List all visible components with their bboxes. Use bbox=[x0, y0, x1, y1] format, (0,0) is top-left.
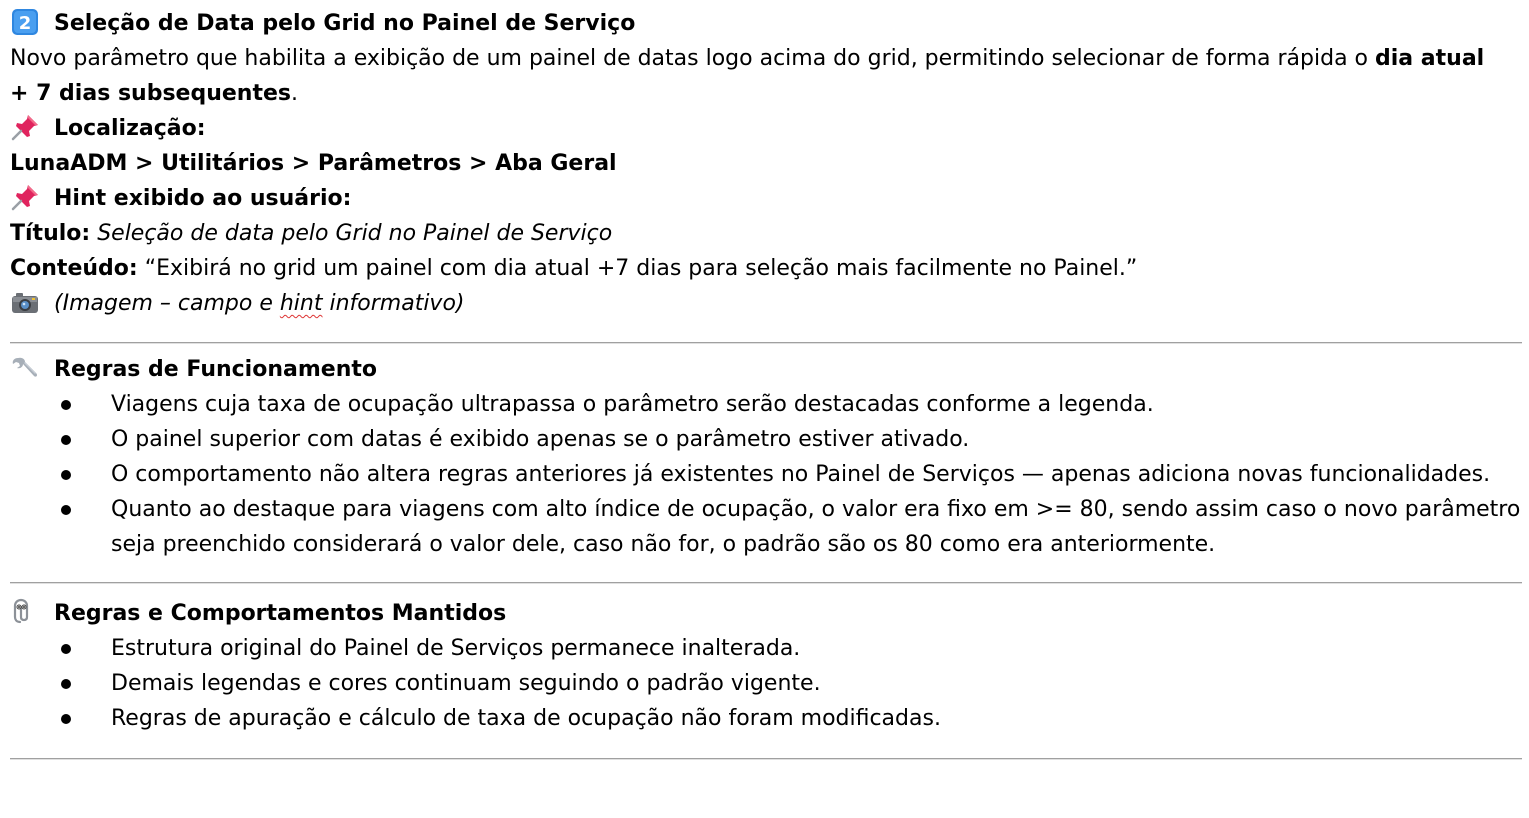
list-item bbox=[10, 631, 1522, 666]
pushpin-icon bbox=[10, 183, 40, 211]
intro-line-2 bbox=[10, 76, 1522, 111]
list-item bbox=[10, 457, 1522, 492]
section-2-heading bbox=[10, 352, 1522, 387]
bullet-icon bbox=[61, 435, 71, 445]
image-note-suffix: informativo) bbox=[322, 291, 465, 316]
section-2-title: Regras de Funcionamento bbox=[54, 357, 377, 382]
list-item-text: O painel superior com datas é exibido apenas se o parâmetro estiver ativado. bbox=[111, 427, 970, 452]
section-3-title: Regras e Comportamentos Mantidos bbox=[54, 601, 507, 626]
bullet-icon bbox=[61, 714, 71, 724]
titulo-label: Título: bbox=[10, 221, 91, 246]
conteudo-label: Conteúdo: bbox=[10, 256, 138, 281]
intro-line-1 bbox=[10, 41, 1522, 76]
list-item-text: Viagens cuja taxa de ocupação ultrapassa o parâmetro serão destacadas conforme a legenda. bbox=[111, 392, 1154, 417]
section-3-heading bbox=[10, 596, 1522, 631]
location-label: Localização: bbox=[54, 116, 206, 141]
list-item bbox=[10, 387, 1522, 422]
divider-3 bbox=[10, 758, 1522, 760]
bullet-icon bbox=[61, 400, 71, 410]
list-item-text: Demais legendas e cores continuam seguindo o padrão vigente. bbox=[111, 671, 821, 696]
intro-bold-current-day: dia atual bbox=[1375, 46, 1485, 71]
document bbox=[10, 6, 1522, 760]
titulo-value: Seleção de data pelo Grid no Painel de Serviço bbox=[97, 221, 613, 246]
image-note-prefix: (Imagem – campo e bbox=[54, 291, 280, 316]
bullet-icon bbox=[61, 679, 71, 689]
wrench-icon bbox=[10, 354, 40, 382]
svg-text:2: 2 bbox=[18, 12, 32, 34]
conteudo-line bbox=[10, 251, 1522, 286]
pushpin-icon bbox=[10, 113, 40, 141]
list-item-text: Regras de apuração e cálculo de taxa de ocupação não foram modificadas. bbox=[111, 706, 941, 731]
image-note-line bbox=[10, 286, 1522, 321]
camera-icon bbox=[10, 288, 40, 316]
list-item-text: Estrutura original do Painel de Serviços permanece inalterada. bbox=[111, 636, 801, 661]
image-note-hint-word: hint bbox=[279, 291, 323, 316]
list-item bbox=[10, 492, 1522, 562]
section-1-title: Seleção de Data pelo Grid no Painel de Serviço bbox=[54, 11, 636, 36]
list-item-text: O comportamento não altera regras anteriores já existentes no Painel de Serviços — apenas adiciona novas funcionalidades. bbox=[111, 462, 1491, 487]
intro-end: . bbox=[291, 81, 298, 106]
bullet-icon bbox=[61, 470, 71, 480]
image-note-text bbox=[54, 286, 465, 321]
list-item bbox=[10, 422, 1522, 457]
section-1-heading bbox=[10, 6, 1522, 41]
list-item bbox=[10, 666, 1522, 701]
keycap-two-icon bbox=[10, 8, 40, 36]
bullet-icon bbox=[61, 644, 71, 654]
conteudo-value: “Exibirá no grid um painel com dia atual +7 dias para seleção mais facilmente no Painel.” bbox=[144, 256, 1138, 281]
list-item bbox=[10, 701, 1522, 736]
bullet-icon bbox=[61, 505, 71, 515]
titulo-line bbox=[10, 216, 1522, 251]
hint-heading bbox=[10, 181, 1522, 216]
rules-list bbox=[10, 387, 1522, 562]
maintained-rules-list bbox=[10, 631, 1522, 736]
location-path: LunaADM > Utilitários > Parâmetros > Aba Geral bbox=[10, 151, 617, 176]
intro-text: Novo parâmetro que habilita a exibição de um painel de datas logo acima do grid, permitindo selecionar de forma rápida o bbox=[10, 46, 1376, 71]
hint-label: Hint exibido ao usuário: bbox=[54, 186, 352, 211]
list-item-text: Quanto ao destaque para viagens com alto índice de ocupação, o valor era fixo em >= 80, sendo assim caso o novo parâmetro seja preenchido considerará o valor dele, caso não for, o padrão são os 80 como era anteriormente. bbox=[111, 497, 1521, 557]
location-heading bbox=[10, 111, 1522, 146]
intro-bold-next-days: + 7 dias subsequentes bbox=[10, 81, 291, 106]
paperclip-icon bbox=[10, 598, 40, 626]
